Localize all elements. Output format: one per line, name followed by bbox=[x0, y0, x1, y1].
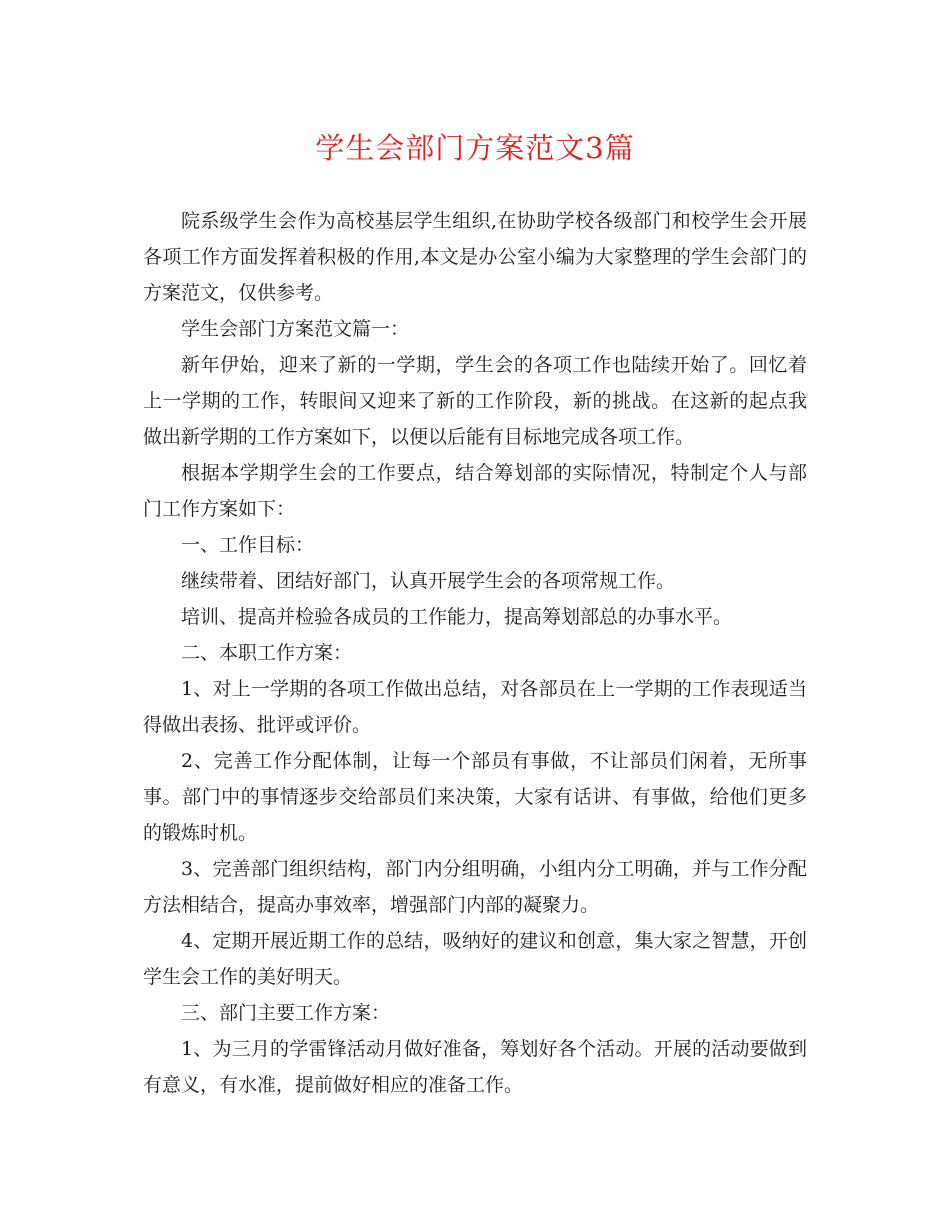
paragraph: 新年伊始，迎来了新的一学期，学生会的各项工作也陆续开始了。回忆着上一学期的工作，转眼间又迎来了新的工作阶段，新的挑战。在这新的起点我做出新学期的工作方案如下，以便以后能有目标地完成各项工作。 bbox=[143, 354, 807, 448]
paragraph-heading: 二、本职工作方案： bbox=[181, 642, 353, 664]
paragraph-intro: 院系级学生会作为高校基层学生组织,在协助学校各级部门和校学生会开展各项工作方面发挥着积极的作用,本文是办公室小编为大家整理的学生会部门的方案范文，仅供参考。 bbox=[143, 210, 807, 304]
paragraph-list-item: 1、为三月的学雷锋活动月做好准备，筹划好各个活动。开展的活动要做到有意义，有水准，提前做好相应的准备工作。 bbox=[143, 1038, 807, 1096]
paragraph: 培训、提高并检验各成员的工作能力，提高筹划部总的办事水平。 bbox=[181, 606, 733, 628]
paragraph-list-item: 3、完善部门组织结构，部门内分组明确，小组内分工明确，并与工作分配方法相结合，提高办事效率，增强部门内部的凝聚力。 bbox=[143, 858, 807, 916]
paragraph: 根据本学期学生会的工作要点，结合筹划部的实际情况，特制定个人与部门工作方案如下： bbox=[143, 462, 807, 520]
paragraph: 继续带着、团结好部门，认真开展学生会的各项常规工作。 bbox=[181, 570, 676, 592]
document-title: 学生会部门方案范文3篇 bbox=[315, 131, 635, 165]
paragraph-list-item: 1、对上一学期的各项工作做出总结，对各部员在上一学期的工作表现适当得做出表扬、批评或评价。 bbox=[143, 678, 807, 736]
paragraph-list-item: 4、定期开展近期工作的总结，吸纳好的建议和创意，集大家之智慧，开创学生会工作的美好明天。 bbox=[143, 930, 807, 988]
paragraph-list-item: 2、完善工作分配体制，让每一个部员有事做，不让部员们闲着，无所事事。部门中的事情逐步交给部员们来决策，大家有话讲、有事做，给他们更多的锻炼时机。 bbox=[143, 750, 807, 844]
paragraph-heading: 一、工作目标： bbox=[181, 534, 315, 556]
paragraph-heading: 三、部门主要工作方案： bbox=[181, 1002, 391, 1024]
paragraph-section-heading: 学生会部门方案范文篇一： bbox=[181, 318, 410, 340]
document-body bbox=[143, 203, 807, 1103]
